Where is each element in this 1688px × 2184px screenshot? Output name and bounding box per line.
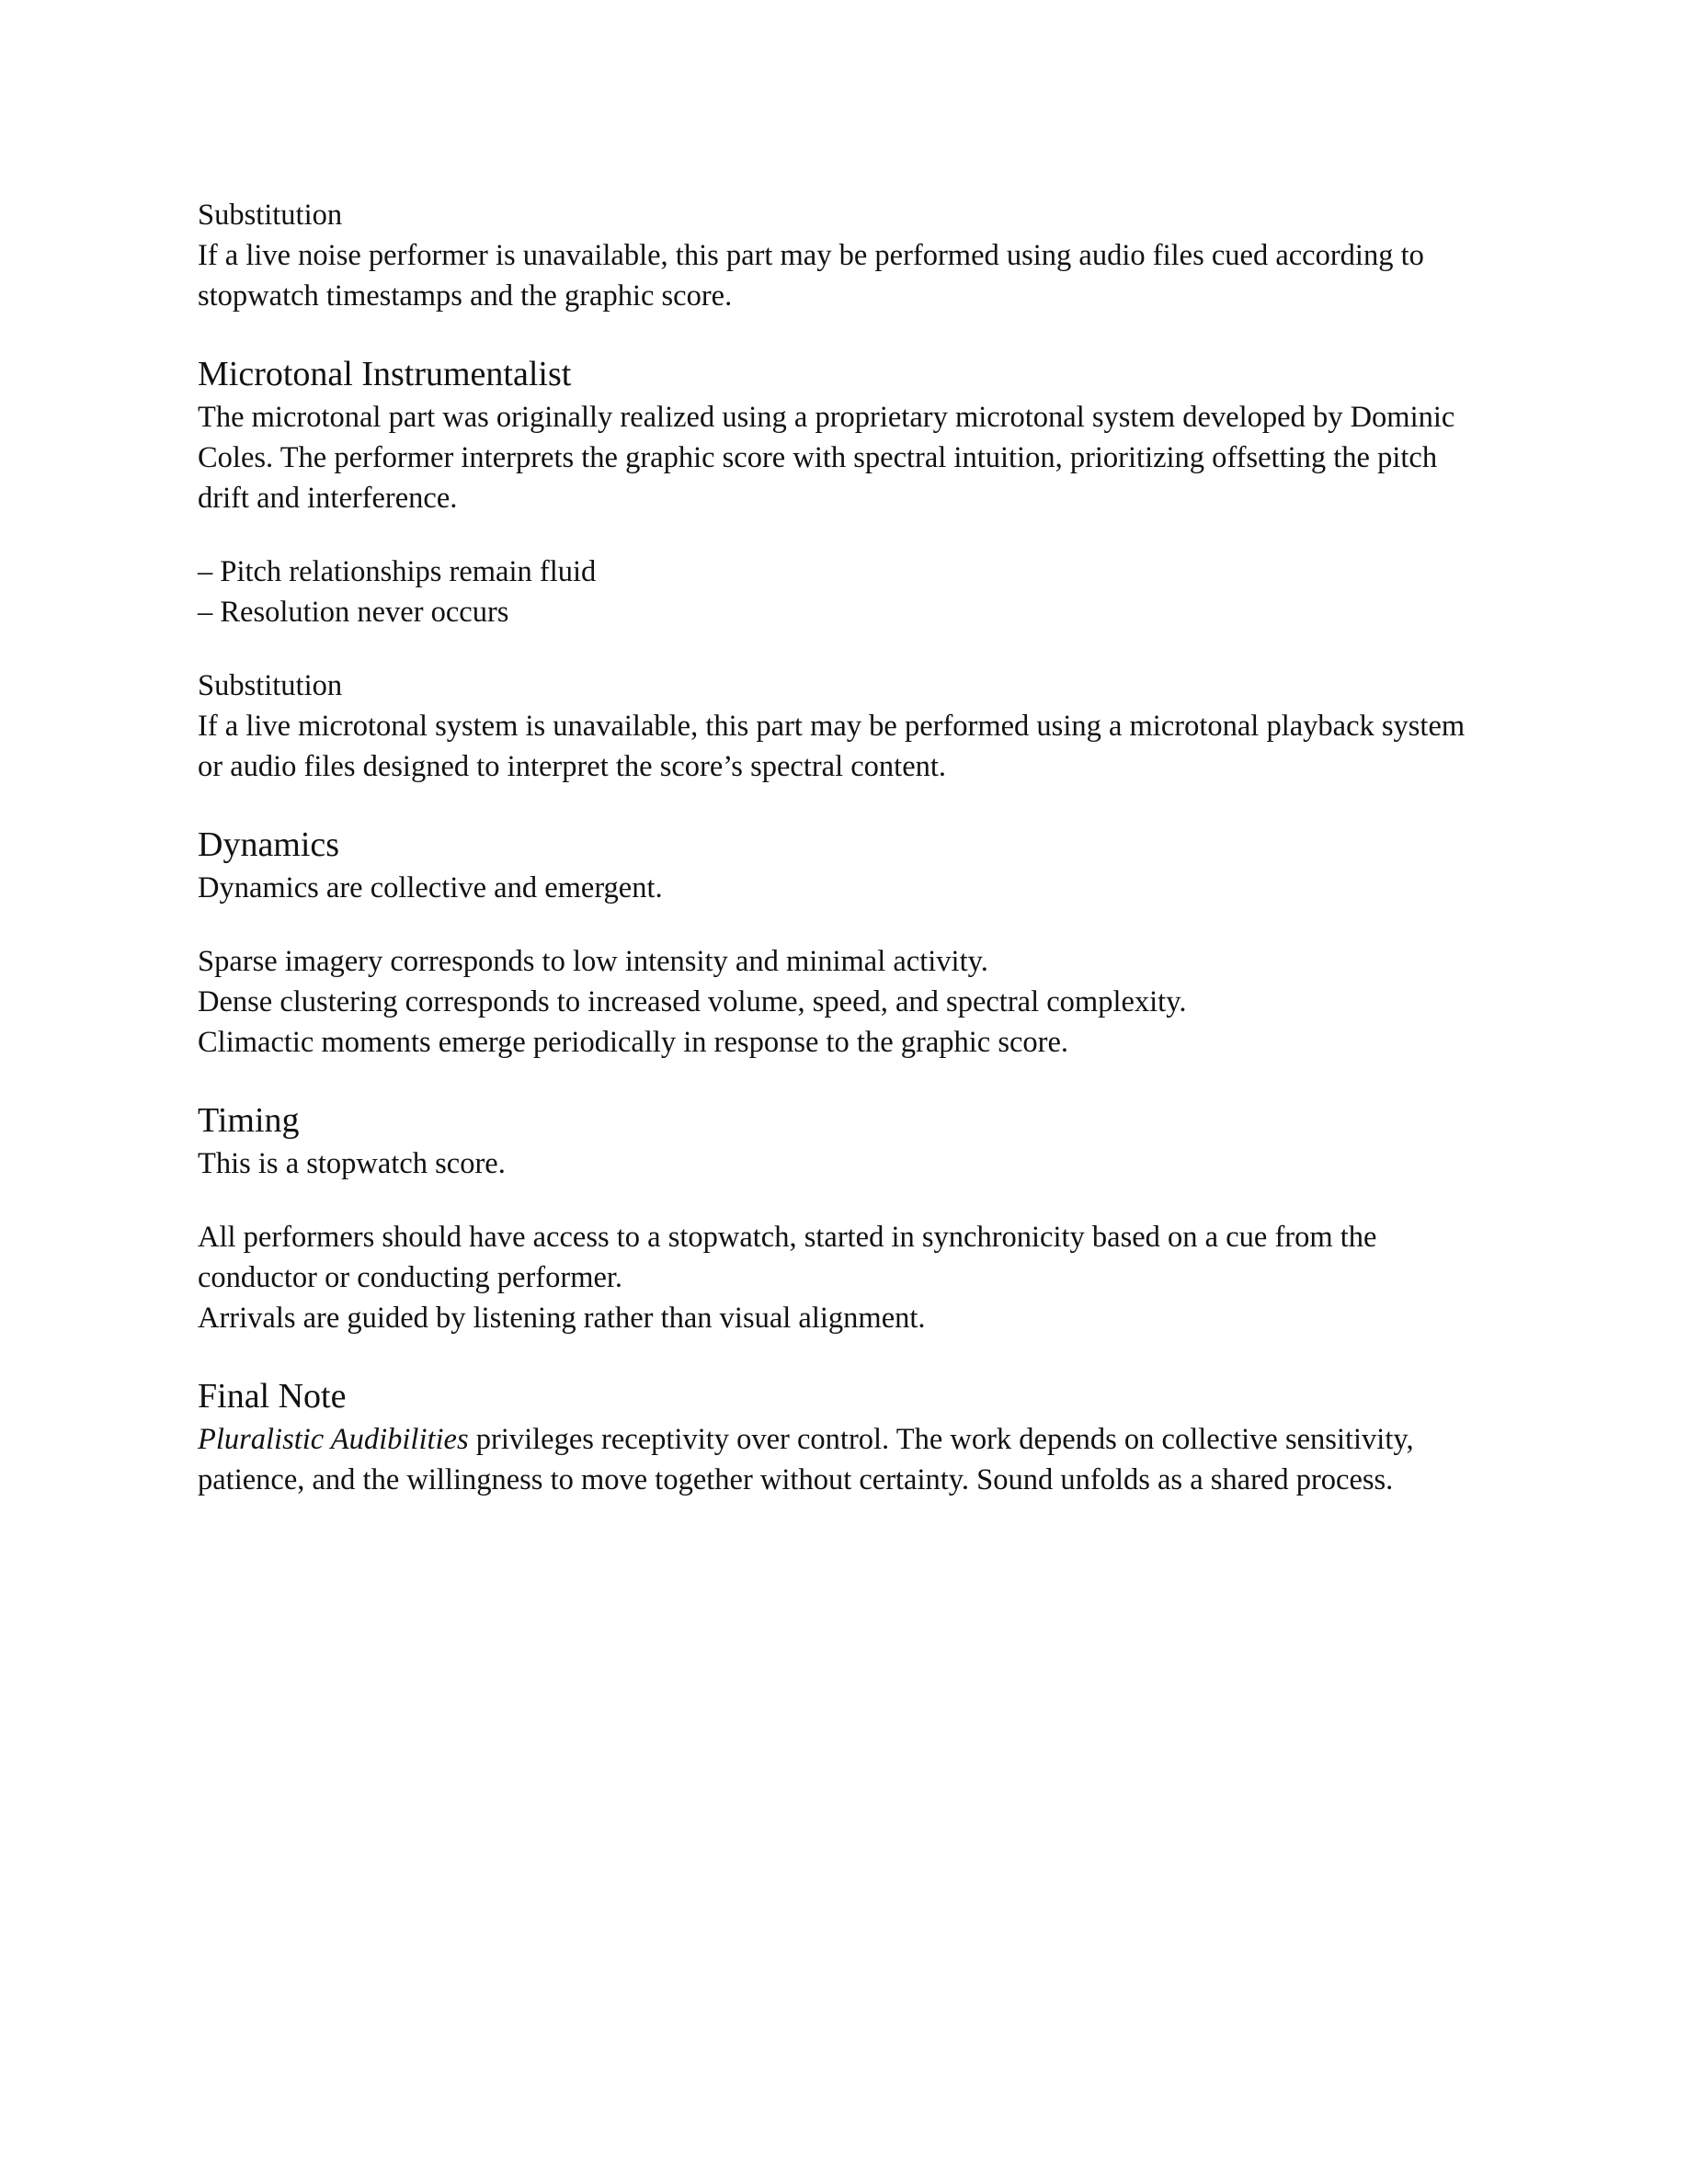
heading-dynamics: Dynamics <box>198 825 340 864</box>
noise-substitution <box>198 195 1503 316</box>
paragraph-line: If a live microtonal system is unavailable, this part may be performed using a microtonal playback system <box>198 710 1466 743</box>
paragraph-line: Coles. The performer interprets the graphic score with spectral intuition, prioritizing offsetting the pitch <box>198 441 1438 474</box>
paragraph-line: patience, and the willingness to move together without certainty. Sound unfolds as a shared process. <box>198 1463 1394 1496</box>
heading-microtonal: Microtonal Instrumentalist <box>198 355 572 393</box>
timing-intro <box>198 1143 1503 1184</box>
paragraph-line: Sparse imagery corresponds to low intensity and minimal activity. <box>198 945 988 978</box>
paragraph-line: Arrivals are guided by listening rather than visual alignment. <box>198 1302 926 1335</box>
paragraph-line: All performers should have access to a stopwatch, started in synchronicity based on a cue from the <box>198 1221 1377 1254</box>
microtonal-intro <box>198 397 1503 518</box>
heading-timing: Timing <box>198 1101 300 1140</box>
paragraph-line: Dynamics are collective and emergent. <box>198 871 663 904</box>
final-note-paragraph <box>198 1419 1503 1500</box>
paragraph-line: Dense clustering corresponds to increased volume, speed, and spectral complexity. <box>198 985 1187 1018</box>
document-page <box>198 195 1503 1500</box>
paragraph-line: conductor or conducting performer. <box>198 1261 623 1294</box>
paragraph-line: drift and interference. <box>198 482 458 515</box>
work-title: Pluralistic Audibilities <box>198 1423 469 1456</box>
paragraph-line: The microtonal part was originally realized using a proprietary microtonal system developed by Dominic <box>198 401 1455 434</box>
substitution-label: Substitution <box>198 199 343 232</box>
paragraph-line: If a live noise performer is unavailable, this part may be performed using audio files cued according to <box>198 239 1424 272</box>
paragraph-line: This is a stopwatch score. <box>198 1147 506 1180</box>
paragraph-line: or audio files designed to interpret the score’s spectral content. <box>198 750 947 783</box>
paragraph-line <box>198 1419 1503 1460</box>
heading-final-note: Final Note <box>198 1377 347 1416</box>
microtonal-bullets <box>198 552 1503 632</box>
substitution-label: Substitution <box>198 669 343 702</box>
paragraph-text: privileges receptivity over control. The work depends on collective sensitivity, <box>468 1423 1414 1456</box>
timing-details <box>198 1217 1503 1338</box>
list-item: – Pitch relationships remain fluid <box>198 555 597 588</box>
list-item: – Resolution never occurs <box>198 596 509 629</box>
dynamics-details <box>198 941 1503 1063</box>
microtonal-substitution <box>198 665 1503 787</box>
paragraph-line: stopwatch timestamps and the graphic score. <box>198 279 733 313</box>
paragraph-line: Climactic moments emerge periodically in response to the graphic score. <box>198 1026 1069 1059</box>
dynamics-intro <box>198 868 1503 908</box>
